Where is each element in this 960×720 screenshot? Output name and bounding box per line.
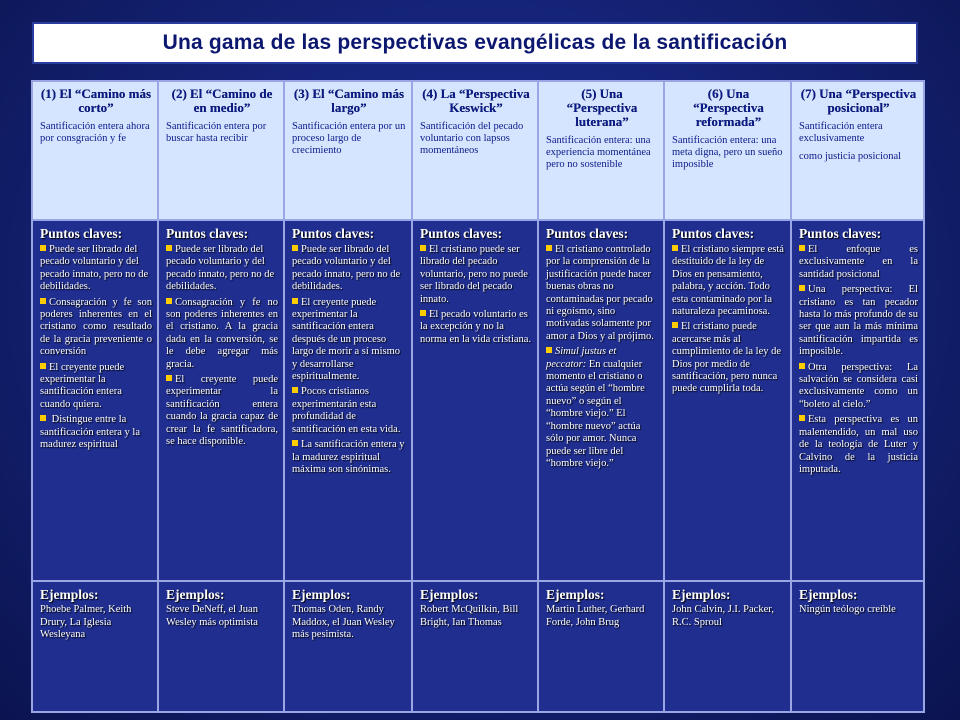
- bullet-icon: [799, 245, 805, 251]
- key-point: Consagración y fe no son poderes inherentes en el cristiano. A la gracia dada en la conversión, se le debe agregar más gracia.: [166, 296, 278, 370]
- latin-phrase: Simul justus et peccator:: [546, 346, 617, 370]
- key-point: El enfoque es exclusivamente en la santidad posicional: [799, 244, 918, 280]
- examples-cell: [791, 581, 924, 712]
- column-description: Santificación entera exclusivamente: [799, 121, 883, 144]
- column-heading: (6) Una “Perspectiva reformada”: [693, 86, 764, 129]
- key-point: El pecado voluntario es la excepción y no la norma en la vida cristiana.: [420, 309, 532, 345]
- bullet-icon: [672, 322, 678, 328]
- examples-text: Robert McQuilkin, Bill Bright, Ian Thomas: [420, 604, 519, 628]
- column-description: Santificación entera por un proceso largo de crecimiento: [292, 121, 406, 156]
- key-point: Consagración y fe son poderes inherentes en el cristiano como resultado de la gracia preveniente o conversión: [40, 296, 152, 358]
- examples-title: Ejemplos:: [546, 587, 605, 602]
- key-point: El creyente puede experimentar la santificación entera cuando quiera.: [40, 361, 125, 410]
- bullet-icon: [292, 245, 298, 251]
- key-points-title: Puntos claves:: [292, 226, 375, 241]
- bullet-icon: [672, 245, 678, 251]
- bullet-icon: [546, 245, 552, 251]
- key-points-cell: [538, 220, 664, 581]
- column-heading: (3) El “Camino más largo”: [293, 86, 405, 115]
- key-point: El creyente puede experimentar la santificación entera después de un proceso largo de morir a sí mismo y desarrollarse espiritualmente.: [292, 296, 400, 383]
- examples-title: Ejemplos:: [166, 587, 225, 602]
- bullet-icon: [546, 347, 552, 353]
- examples-title: Ejemplos:: [40, 587, 99, 602]
- key-points-cell: [412, 220, 538, 581]
- page-title: Una gama de las perspectivas evangélicas de la santificación: [162, 31, 788, 54]
- bullet-icon: [799, 363, 805, 369]
- examples-cell: [538, 581, 664, 712]
- key-points-cell: [32, 220, 158, 581]
- key-point: Una perspectiva: El cristiano es tan pecador hasta lo más profundo de su ser que aun la más mínima santificación impartida es imposible.: [799, 284, 918, 358]
- header-cell: [158, 81, 284, 220]
- key-point: Otra perspectiva: La salvación se considera casi exclusivamente como un “boleto al cielo.”: [799, 361, 918, 410]
- column-heading: (7) Una “Perspectiva posicional”: [800, 86, 917, 115]
- examples-cell: [412, 581, 538, 712]
- header-cell: [791, 81, 924, 220]
- examples-title: Ejemplos:: [799, 587, 858, 602]
- column-heading: (1) El “Camino más corto”: [40, 86, 152, 115]
- examples-cell: [32, 581, 158, 712]
- column-heading: (2) El “Camino de en medio”: [171, 86, 273, 115]
- examples-cell: [664, 581, 791, 712]
- key-points-title: Puntos claves:: [546, 226, 629, 241]
- key-points-title: Puntos claves:: [420, 226, 503, 241]
- examples-title: Ejemplos:: [672, 587, 731, 602]
- column-heading: (5) Una “Perspectiva luterana”: [566, 86, 638, 129]
- header-cell: [32, 81, 158, 220]
- key-point: El cristiano puede ser librado del pecado voluntario, pero no puede ser librado del pecado innato.: [420, 244, 528, 305]
- examples-text: Ningún teólogo creíble: [799, 604, 896, 615]
- examples-text: Thomas Oden, Randy Maddox, el Juan Wesley más pesimista.: [292, 604, 395, 640]
- bullet-icon: [799, 415, 805, 421]
- column-description: Santificación del pecado voluntario con lapsos momentáneos: [420, 121, 524, 156]
- key-points-title: Puntos claves:: [672, 226, 755, 241]
- key-point: El creyente puede experimentar la santificación entera cuando la gracia capaz de crear la fe santificadora, se hace disponible.: [166, 374, 278, 448]
- bullet-icon: [40, 415, 46, 421]
- key-point: Puede ser librado del pecado voluntario y del pecado innato, pero no de debilidades.: [166, 244, 275, 293]
- key-point: Simul justus et peccator: En cualquier momento el cristiano o actúa según el “hombre nuevo” o según el “hombre viejo.” El “hombre nuevo” actúa sólo por amor. Nunca puede ser libre del “hombre viejo.”: [546, 346, 645, 469]
- key-points-title: Puntos claves:: [40, 226, 123, 241]
- bullet-icon: [292, 440, 298, 446]
- header-cell: [538, 81, 664, 220]
- key-point: Pocos cristianos experimentarán esta profundidad de santificación en esta vida.: [292, 386, 401, 435]
- bullet-icon: [292, 387, 298, 393]
- examples-cell: [284, 581, 412, 712]
- column-description: Santificación entera ahora por consgración y fe: [40, 121, 150, 144]
- key-points-cell: [791, 220, 924, 581]
- bullet-icon: [166, 245, 172, 251]
- header-cell: [664, 81, 791, 220]
- column-heading: (4) La “Perspectiva Keswick”: [422, 86, 530, 115]
- bullet-icon: [40, 245, 46, 251]
- header-cell: [412, 81, 538, 220]
- key-points-title: Puntos claves:: [166, 226, 249, 241]
- column-description: Santificación entera por buscar hasta recibir: [166, 121, 267, 144]
- key-points-row: [32, 220, 924, 581]
- title-box: [32, 22, 918, 64]
- header-cell: [284, 81, 412, 220]
- bullet-icon: [166, 375, 172, 381]
- examples-text: Steve DeNeff, el Juan Wesley más optimista: [166, 604, 258, 628]
- examples-text: John Calvin, J.I. Packer, R.C. Sproul: [672, 604, 774, 628]
- key-points-title: Puntos claves:: [799, 226, 882, 241]
- perspectives-table: [31, 80, 925, 713]
- key-points-cell: [158, 220, 284, 581]
- column-description: Santificación entera: una meta digna, pero un sueño imposible: [672, 135, 783, 170]
- bullet-icon: [166, 298, 172, 304]
- bullet-icon: [420, 245, 426, 251]
- key-point: Esta perspectiva es un malentendido, un mal uso de la teología de Luter y Calvino de la justicia imputada.: [799, 414, 918, 475]
- examples-cell: [158, 581, 284, 712]
- bullet-icon: [420, 310, 426, 316]
- examples-title: Ejemplos:: [420, 587, 479, 602]
- key-point: La santificación entera y la madurez espiritual máxima son sinónimas.: [292, 439, 405, 475]
- examples-title: Ejemplos:: [292, 587, 351, 602]
- key-point: Puede ser librado del pecado voluntario y del pecado innato, pero no de debilidades.: [40, 244, 149, 293]
- key-points-cell: [664, 220, 791, 581]
- examples-text: Martin Luther, Gerhard Forde, John Brug: [546, 604, 645, 628]
- key-points-cell: [284, 220, 412, 581]
- examples-row: [32, 581, 924, 712]
- bullet-icon: [40, 363, 46, 369]
- bullet-icon: [799, 285, 805, 291]
- examples-text: Phoebe Palmer, Keith Drury, La Iglesia Wesleyana: [40, 604, 132, 640]
- column-description: Santificación entera: una experiencia momentánea pero no sostenible: [546, 135, 651, 170]
- column-description-continued: como justicia posicional: [799, 151, 902, 162]
- key-point: Puede ser librado del pecado voluntario y del pecado innato, pero no de debilidades.: [292, 244, 401, 293]
- header-row: [32, 81, 924, 220]
- key-point: Distingue entre la santificación entera y la madurez espiritual: [40, 414, 140, 451]
- key-point: El cristiano controlado por la comprensión de la justificación puede hacer buenas obras no contaminadas por pecado ni egoísmo, sino motivadas solamente por amor a Dios y al prójimo.: [546, 244, 654, 342]
- bullet-icon: [40, 298, 46, 304]
- key-point: El cristiano siempre está destituido de la ley de Dios en pensamiento, palabra, y acción. Todo esta contaminado por la naturaleza pecaminosa.: [672, 244, 784, 318]
- bullet-icon: [292, 298, 298, 304]
- key-point: El cristiano puede acercarse más al cumplimiento de la ley de Dios por medio de santificación, pero nunca puede cumplirla toda.: [672, 321, 782, 395]
